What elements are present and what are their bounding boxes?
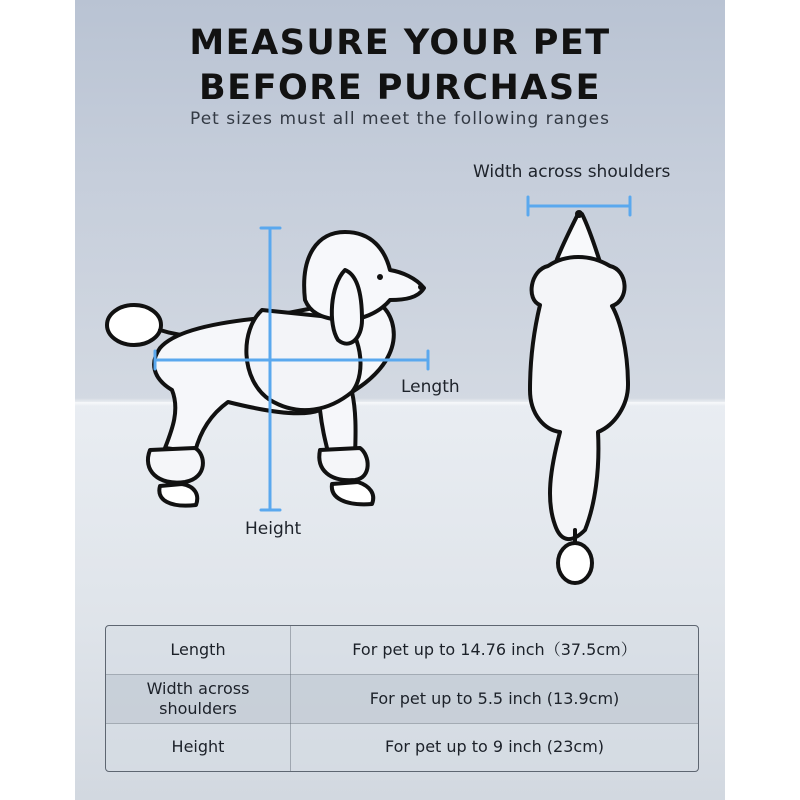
poodle-nose-icon — [418, 284, 424, 290]
table-row — [106, 626, 698, 674]
top-view-body — [530, 257, 628, 539]
size-table — [105, 625, 699, 772]
row-name-text: Width across shoulders — [146, 679, 250, 718]
front-leg-pom — [319, 448, 367, 480]
subtitle: Pet sizes must all meet the following ranges — [190, 109, 610, 129]
poodle-top-view-icon — [530, 214, 628, 583]
column-divider — [290, 626, 291, 771]
tail-pom — [107, 305, 161, 345]
title-line-2: BEFORE PURCHASE — [199, 68, 601, 108]
top-view-snout — [556, 214, 600, 262]
row-value: For pet up to 5.5 inch (13.9cm) — [369, 689, 620, 708]
poodle-ear — [332, 270, 362, 344]
top-view-nose-icon — [575, 210, 583, 218]
poodle-head — [304, 232, 424, 320]
row-value: For pet up to 9 inch (23cm) — [384, 737, 605, 756]
title-line-1: MEASURE YOUR PET — [189, 23, 611, 63]
table-row — [106, 723, 698, 771]
top-view-tail-pom — [558, 543, 592, 583]
table-row — [106, 674, 698, 724]
width-label: Width across shoulders — [473, 162, 671, 182]
row-value: For pet up to 14.76 inch（37.5cm） — [352, 640, 637, 659]
row-name: Height — [171, 737, 225, 756]
height-label: Height — [245, 519, 302, 539]
row-name: Length — [170, 640, 226, 659]
back-leg-pom — [148, 448, 203, 483]
back-paw — [159, 484, 197, 506]
poodle-eye-icon — [377, 274, 383, 280]
front-paw — [332, 482, 373, 504]
row-name — [106, 675, 290, 723]
length-label: Length — [401, 377, 460, 397]
